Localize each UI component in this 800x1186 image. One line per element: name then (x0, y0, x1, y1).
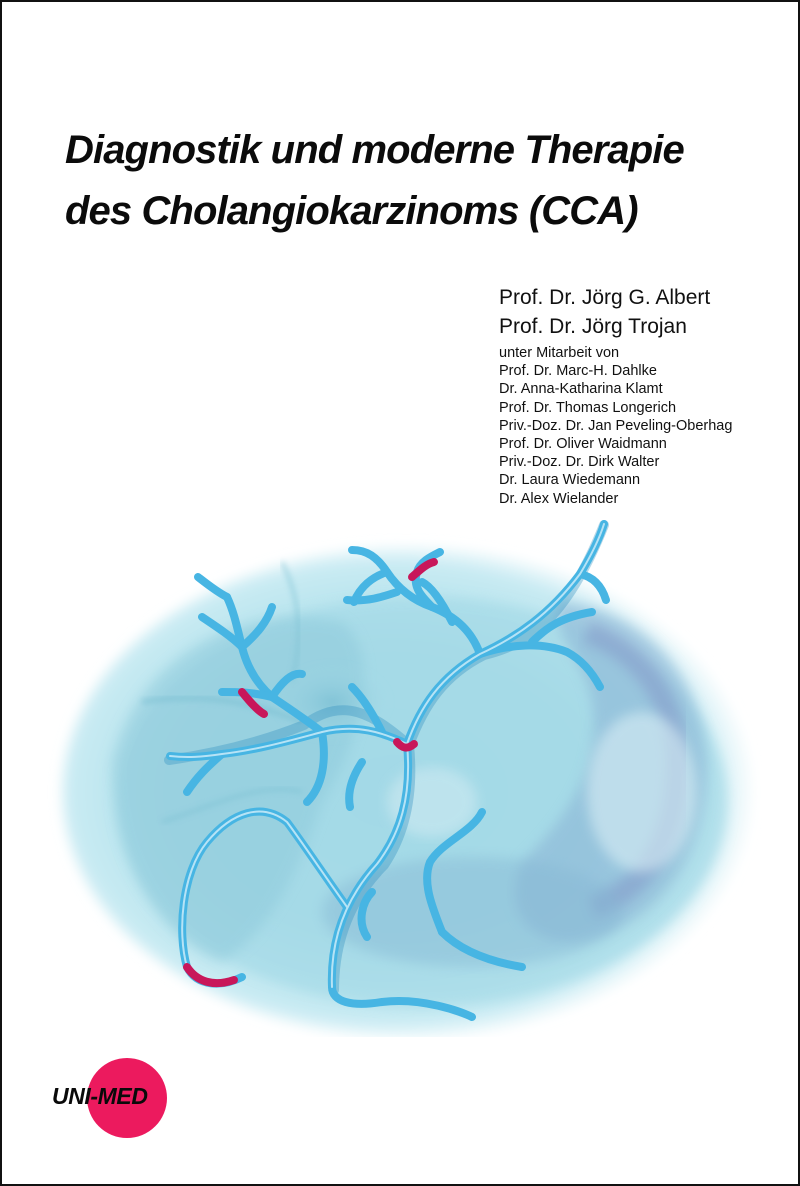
publisher-name: UNI-MED (52, 1083, 148, 1109)
collaborator: Prof. Dr. Thomas Longerich (499, 399, 677, 416)
main-author: Prof. Dr. Jörg G. Albert (499, 286, 711, 309)
collaborator: Prof. Dr. Oliver Waidmann (499, 436, 667, 453)
publisher-logo (52, 1058, 182, 1138)
collaborator: Priv.-Doz. Dr. Jan Peveling-Oberhag (499, 417, 733, 434)
title-line-2: des Cholangiokarzinoms (CCA) (65, 189, 638, 233)
collaborator: Dr. Anna-Katharina Klamt (499, 381, 663, 398)
collaboration-intro: unter Mitarbeit von (499, 345, 620, 361)
ct-scan-bile-duct-illustration (42, 497, 762, 1037)
title-line-1: Diagnostik und moderne Therapie (65, 128, 684, 172)
main-author: Prof. Dr. Jörg Trojan (499, 315, 687, 338)
collaborator: Priv.-Doz. Dr. Dirk Walter (499, 454, 660, 471)
collaborator: Dr. Alex Wielander (499, 490, 619, 507)
author-list (499, 283, 789, 508)
book-title (65, 120, 785, 242)
collaborator: Dr. Laura Wiedemann (499, 472, 641, 489)
collaborator: Prof. Dr. Marc-H. Dahlke (499, 363, 657, 380)
